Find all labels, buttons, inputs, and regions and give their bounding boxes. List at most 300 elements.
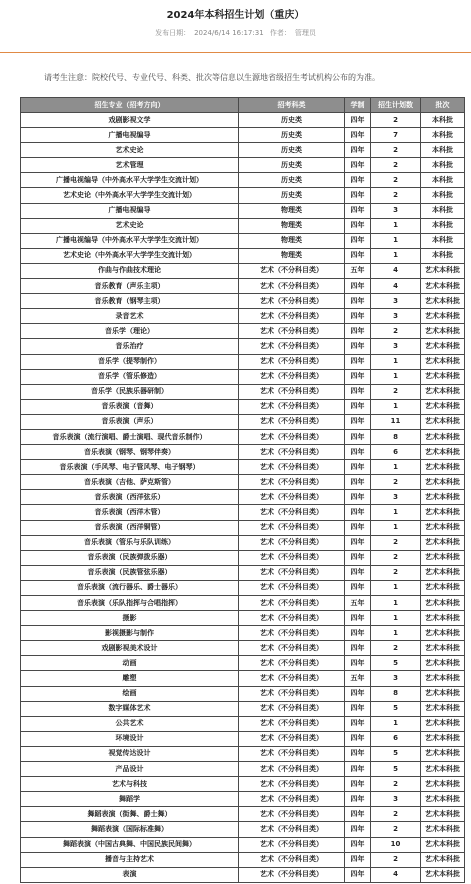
cell-category: 物理类 (239, 233, 345, 248)
table-row (21, 505, 465, 520)
cell-quota: 4 (371, 263, 421, 278)
cell-duration: 四年 (345, 233, 371, 248)
cell-batch: 艺术本科批 (421, 867, 465, 882)
cell-category: 艺术（不分科目类） (239, 399, 345, 414)
cell-major: 音乐表演（民族弹拨乐器） (21, 550, 239, 565)
cell-major: 广播电视编导（中外高水平大学学生交流计划） (21, 233, 239, 248)
cell-batch: 艺术本科批 (421, 656, 465, 671)
author-name: 管理员 (294, 29, 316, 37)
cell-quota: 6 (371, 731, 421, 746)
cell-category: 艺术（不分科目类） (239, 535, 345, 550)
cell-quota: 8 (371, 429, 421, 444)
table-row (21, 822, 465, 837)
cell-category: 艺术（不分科目类） (239, 414, 345, 429)
cell-category: 历史类 (239, 113, 345, 128)
cell-duration: 五年 (345, 596, 371, 611)
cell-major: 艺术史论 (21, 143, 239, 158)
cell-duration: 四年 (345, 475, 371, 490)
table-row (21, 656, 465, 671)
cell-batch: 艺术本科批 (421, 852, 465, 867)
table-row (21, 716, 465, 731)
cell-major: 音乐表演（钢琴、钢琴伴奏） (21, 445, 239, 460)
cell-category: 物理类 (239, 203, 345, 218)
notice-text: 请考生注意：院校代号、专业代号、科类、批次等信息以生源地省级招生考试机构公布的为准。 (44, 73, 380, 82)
cell-quota: 5 (371, 746, 421, 761)
cell-duration: 四年 (345, 309, 371, 324)
cell-duration: 四年 (345, 158, 371, 173)
cell-batch: 本科批 (421, 233, 465, 248)
cell-category: 艺术（不分科目类） (239, 429, 345, 444)
cell-batch: 艺术本科批 (421, 731, 465, 746)
cell-quota: 1 (371, 611, 421, 626)
cell-major: 音乐教育（钢琴主项） (21, 294, 239, 309)
cell-duration: 四年 (345, 490, 371, 505)
cell-major: 音乐表演（手风琴、电子管风琴、电子钢琴） (21, 460, 239, 475)
cell-category: 艺术（不分科目类） (239, 369, 345, 384)
table-row (21, 248, 465, 263)
cell-major: 作曲与作曲技术理论 (21, 263, 239, 278)
cell-category: 艺术（不分科目类） (239, 490, 345, 505)
cell-batch: 艺术本科批 (421, 339, 465, 354)
cell-quota: 5 (371, 701, 421, 716)
cell-category: 艺术（不分科目类） (239, 565, 345, 580)
cell-batch: 艺术本科批 (421, 671, 465, 686)
table-row (21, 339, 465, 354)
cell-duration: 四年 (345, 837, 371, 852)
cell-major: 艺术管理 (21, 158, 239, 173)
cell-duration: 四年 (345, 777, 371, 792)
cell-duration: 四年 (345, 414, 371, 429)
cell-duration: 四年 (345, 807, 371, 822)
cell-quota: 2 (371, 822, 421, 837)
cell-duration: 四年 (345, 445, 371, 460)
cell-batch: 艺术本科批 (421, 792, 465, 807)
cell-category: 艺术（不分科目类） (239, 354, 345, 369)
table-row (21, 173, 465, 188)
header-category: 招考科类 (239, 98, 345, 113)
table-row (21, 731, 465, 746)
cell-quota: 2 (371, 475, 421, 490)
cell-duration: 四年 (345, 762, 371, 777)
cell-category: 艺术（不分科目类） (239, 852, 345, 867)
cell-major: 艺术史论 (21, 218, 239, 233)
table-row (21, 626, 465, 641)
cell-category: 艺术（不分科目类） (239, 520, 345, 535)
published-date: 2024/6/14 16:17:31 (194, 29, 264, 37)
cell-quota: 1 (371, 248, 421, 263)
cell-major: 艺术史论（中外高水平大学学生交流计划） (21, 248, 239, 263)
cell-major: 表演 (21, 867, 239, 882)
cell-duration: 四年 (345, 731, 371, 746)
cell-batch: 艺术本科批 (421, 309, 465, 324)
cell-major: 公共艺术 (21, 716, 239, 731)
cell-quota: 3 (371, 792, 421, 807)
cell-duration: 四年 (345, 701, 371, 716)
cell-category: 艺术（不分科目类） (239, 505, 345, 520)
cell-major: 摄影 (21, 611, 239, 626)
table-row (21, 596, 465, 611)
header-batch: 批次 (421, 98, 465, 113)
cell-quota: 2 (371, 384, 421, 399)
cell-quota: 3 (371, 490, 421, 505)
cell-major: 舞蹈表演（国际标准舞） (21, 822, 239, 837)
cell-batch: 艺术本科批 (421, 822, 465, 837)
cell-batch: 本科批 (421, 248, 465, 263)
table-row (21, 762, 465, 777)
cell-quota: 2 (371, 550, 421, 565)
cell-major: 艺术史论（中外高水平大学学生交流计划） (21, 188, 239, 203)
cell-category: 艺术（不分科目类） (239, 762, 345, 777)
cell-batch: 艺术本科批 (421, 324, 465, 339)
table-row (21, 128, 465, 143)
cell-major: 音乐表演（吉他、萨克斯管） (21, 475, 239, 490)
table-row (21, 535, 465, 550)
cell-quota: 2 (371, 807, 421, 822)
cell-major: 舞蹈表演（中国古典舞、中国民族民间舞） (21, 837, 239, 852)
cell-batch: 艺术本科批 (421, 505, 465, 520)
cell-duration: 四年 (345, 611, 371, 626)
cell-major: 录音艺术 (21, 309, 239, 324)
cell-quota: 11 (371, 414, 421, 429)
cell-batch: 艺术本科批 (421, 641, 465, 656)
table-row (21, 445, 465, 460)
cell-quota: 2 (371, 188, 421, 203)
cell-duration: 四年 (345, 369, 371, 384)
cell-quota: 2 (371, 565, 421, 580)
cell-major: 音乐治疗 (21, 339, 239, 354)
cell-quota: 1 (371, 626, 421, 641)
cell-category: 历史类 (239, 188, 345, 203)
cell-major: 音乐表演（管乐与乐队训练） (21, 535, 239, 550)
cell-quota: 2 (371, 324, 421, 339)
cell-category: 历史类 (239, 158, 345, 173)
cell-major: 播音与主持艺术 (21, 852, 239, 867)
cell-duration: 四年 (345, 128, 371, 143)
cell-major: 音乐学（理论） (21, 324, 239, 339)
cell-batch: 艺术本科批 (421, 384, 465, 399)
cell-major: 广播电视编导 (21, 203, 239, 218)
table-row (21, 520, 465, 535)
cell-category: 艺术（不分科目类） (239, 807, 345, 822)
cell-batch: 本科批 (421, 173, 465, 188)
cell-quota: 5 (371, 762, 421, 777)
cell-duration: 四年 (345, 535, 371, 550)
cell-duration: 四年 (345, 248, 371, 263)
table-row (21, 369, 465, 384)
table-row (21, 641, 465, 656)
table-row (21, 701, 465, 716)
table-row (21, 294, 465, 309)
cell-quota: 4 (371, 279, 421, 294)
cell-batch: 艺术本科批 (421, 777, 465, 792)
cell-duration: 四年 (345, 173, 371, 188)
cell-batch: 艺术本科批 (421, 580, 465, 595)
cell-duration: 四年 (345, 188, 371, 203)
cell-quota: 3 (371, 203, 421, 218)
cell-duration: 四年 (345, 716, 371, 731)
cell-category: 艺术（不分科目类） (239, 731, 345, 746)
cell-major: 影视摄影与制作 (21, 626, 239, 641)
cell-batch: 艺术本科批 (421, 746, 465, 761)
cell-category: 艺术（不分科目类） (239, 263, 345, 278)
cell-category: 艺术（不分科目类） (239, 294, 345, 309)
cell-category: 艺术（不分科目类） (239, 641, 345, 656)
cell-duration: 四年 (345, 339, 371, 354)
table-row (21, 218, 465, 233)
cell-category: 艺术（不分科目类） (239, 671, 345, 686)
cell-major: 视觉传达设计 (21, 746, 239, 761)
table-row (21, 233, 465, 248)
table-row (21, 399, 465, 414)
cell-duration: 四年 (345, 218, 371, 233)
cell-duration: 四年 (345, 143, 371, 158)
cell-batch: 艺术本科批 (421, 596, 465, 611)
cell-duration: 四年 (345, 565, 371, 580)
cell-major: 环境设计 (21, 731, 239, 746)
cell-batch: 艺术本科批 (421, 686, 465, 701)
cell-major: 广播电视编导 (21, 128, 239, 143)
cell-batch: 本科批 (421, 203, 465, 218)
cell-quota: 1 (371, 716, 421, 731)
cell-quota: 7 (371, 128, 421, 143)
table-row (21, 490, 465, 505)
cell-major: 音乐表演（西洋铜管） (21, 520, 239, 535)
table-row (21, 263, 465, 278)
cell-duration: 四年 (345, 294, 371, 309)
cell-batch: 艺术本科批 (421, 565, 465, 580)
cell-major: 音乐学（民族乐器研制） (21, 384, 239, 399)
cell-duration: 四年 (345, 822, 371, 837)
cell-duration: 四年 (345, 384, 371, 399)
cell-major: 绘画 (21, 686, 239, 701)
cell-quota: 2 (371, 777, 421, 792)
cell-batch: 本科批 (421, 143, 465, 158)
cell-category: 艺术（不分科目类） (239, 822, 345, 837)
cell-category: 艺术（不分科目类） (239, 279, 345, 294)
header-duration: 学制 (345, 98, 371, 113)
cell-category: 艺术（不分科目类） (239, 339, 345, 354)
cell-category: 艺术（不分科目类） (239, 384, 345, 399)
cell-category: 艺术（不分科目类） (239, 777, 345, 792)
cell-category: 艺术（不分科目类） (239, 475, 345, 490)
cell-category: 艺术（不分科目类） (239, 596, 345, 611)
cell-batch: 本科批 (421, 158, 465, 173)
cell-duration: 四年 (345, 580, 371, 595)
cell-batch: 艺术本科批 (421, 354, 465, 369)
cell-major: 广播电视编导（中外高水平大学学生交流计划） (21, 173, 239, 188)
cell-major: 舞蹈表演（街舞、爵士舞） (21, 807, 239, 822)
cell-batch: 艺术本科批 (421, 535, 465, 550)
cell-quota: 1 (371, 354, 421, 369)
table-row (21, 324, 465, 339)
cell-quota: 1 (371, 369, 421, 384)
cell-quota: 8 (371, 686, 421, 701)
header-divider (0, 52, 471, 53)
cell-category: 艺术（不分科目类） (239, 837, 345, 852)
cell-category: 历史类 (239, 128, 345, 143)
header-major: 招生专业（招考方向） (21, 98, 239, 113)
cell-batch: 艺术本科批 (421, 701, 465, 716)
cell-batch: 艺术本科批 (421, 279, 465, 294)
cell-major: 音乐表演（音舞） (21, 399, 239, 414)
cell-category: 艺术（不分科目类） (239, 656, 345, 671)
cell-quota: 2 (371, 173, 421, 188)
table-row (21, 158, 465, 173)
cell-batch: 艺术本科批 (421, 716, 465, 731)
cell-duration: 四年 (345, 113, 371, 128)
cell-major: 音乐表演（西洋弦乐） (21, 490, 239, 505)
cell-batch: 艺术本科批 (421, 807, 465, 822)
cell-quota: 3 (371, 339, 421, 354)
cell-duration: 四年 (345, 626, 371, 641)
table-body (21, 113, 465, 883)
cell-quota: 1 (371, 580, 421, 595)
cell-quota: 3 (371, 309, 421, 324)
cell-category: 历史类 (239, 143, 345, 158)
cell-quota: 10 (371, 837, 421, 852)
cell-major: 音乐学（管乐修造） (21, 369, 239, 384)
cell-duration: 五年 (345, 263, 371, 278)
cell-batch: 艺术本科批 (421, 520, 465, 535)
cell-category: 艺术（不分科目类） (239, 626, 345, 641)
published-label: 发布日期： (155, 29, 191, 37)
cell-major: 音乐表演（流行器乐、爵士器乐） (21, 580, 239, 595)
cell-batch: 艺术本科批 (421, 414, 465, 429)
table-row (21, 143, 465, 158)
cell-category: 物理类 (239, 248, 345, 263)
cell-category: 艺术（不分科目类） (239, 867, 345, 882)
cell-major: 音乐教育（声乐主项） (21, 279, 239, 294)
cell-duration: 四年 (345, 852, 371, 867)
cell-quota: 1 (371, 460, 421, 475)
cell-quota: 5 (371, 656, 421, 671)
cell-quota: 2 (371, 113, 421, 128)
cell-batch: 艺术本科批 (421, 837, 465, 852)
table-row (21, 837, 465, 852)
cell-duration: 四年 (345, 354, 371, 369)
cell-duration: 四年 (345, 550, 371, 565)
cell-category: 艺术（不分科目类） (239, 701, 345, 716)
table-row (21, 460, 465, 475)
table-row (21, 777, 465, 792)
cell-duration: 四年 (345, 399, 371, 414)
admission-plan-table (20, 97, 465, 883)
table-row (21, 309, 465, 324)
cell-major: 音乐表演（流行演唱、爵士演唱、现代音乐制作） (21, 429, 239, 444)
cell-category: 艺术（不分科目类） (239, 686, 345, 701)
cell-duration: 四年 (345, 686, 371, 701)
table-row (21, 611, 465, 626)
cell-duration: 五年 (345, 671, 371, 686)
cell-batch: 本科批 (421, 218, 465, 233)
cell-batch: 艺术本科批 (421, 762, 465, 777)
cell-quota: 2 (371, 641, 421, 656)
table-row (21, 792, 465, 807)
cell-major: 产品设计 (21, 762, 239, 777)
cell-major: 戏剧影视美术设计 (21, 641, 239, 656)
table-row (21, 113, 465, 128)
cell-quota: 1 (371, 233, 421, 248)
cell-batch: 艺术本科批 (421, 460, 465, 475)
table-row (21, 580, 465, 595)
author-label: 作者： (269, 29, 291, 37)
page-title: 2024年本科招生计划（重庆） (166, 10, 305, 21)
table-row (21, 852, 465, 867)
cell-major: 音乐表演（声乐） (21, 414, 239, 429)
cell-batch: 艺术本科批 (421, 429, 465, 444)
cell-batch: 艺术本科批 (421, 475, 465, 490)
cell-duration: 四年 (345, 505, 371, 520)
table-row (21, 867, 465, 882)
cell-duration: 四年 (345, 460, 371, 475)
table-row (21, 414, 465, 429)
cell-major: 音乐表演（西洋木管） (21, 505, 239, 520)
header-quota: 招生计划数 (371, 98, 421, 113)
cell-batch: 艺术本科批 (421, 263, 465, 278)
cell-major: 音乐学（提琴制作） (21, 354, 239, 369)
cell-quota: 1 (371, 505, 421, 520)
cell-quota: 2 (371, 535, 421, 550)
cell-category: 历史类 (239, 173, 345, 188)
cell-batch: 艺术本科批 (421, 399, 465, 414)
cell-quota: 2 (371, 158, 421, 173)
cell-major: 雕塑 (21, 671, 239, 686)
cell-duration: 四年 (345, 641, 371, 656)
table-row (21, 807, 465, 822)
table-row (21, 550, 465, 565)
cell-quota: 2 (371, 143, 421, 158)
cell-category: 艺术（不分科目类） (239, 746, 345, 761)
table-row (21, 429, 465, 444)
table-row (21, 384, 465, 399)
cell-batch: 艺术本科批 (421, 626, 465, 641)
cell-batch: 本科批 (421, 128, 465, 143)
cell-quota: 1 (371, 596, 421, 611)
cell-major: 音乐表演（乐队指挥与合唱指挥） (21, 596, 239, 611)
cell-duration: 四年 (345, 203, 371, 218)
cell-batch: 艺术本科批 (421, 611, 465, 626)
cell-quota: 2 (371, 852, 421, 867)
cell-category: 艺术（不分科目类） (239, 716, 345, 731)
cell-duration: 四年 (345, 867, 371, 882)
cell-category: 艺术（不分科目类） (239, 550, 345, 565)
cell-batch: 艺术本科批 (421, 294, 465, 309)
cell-batch: 艺术本科批 (421, 445, 465, 460)
cell-quota: 1 (371, 399, 421, 414)
cell-batch: 艺术本科批 (421, 550, 465, 565)
cell-category: 艺术（不分科目类） (239, 792, 345, 807)
article-meta (0, 28, 471, 38)
cell-category: 艺术（不分科目类） (239, 460, 345, 475)
cell-major: 动画 (21, 656, 239, 671)
cell-category: 艺术（不分科目类） (239, 445, 345, 460)
cell-category: 艺术（不分科目类） (239, 611, 345, 626)
cell-batch: 本科批 (421, 188, 465, 203)
table-row (21, 203, 465, 218)
cell-batch: 本科批 (421, 113, 465, 128)
cell-duration: 四年 (345, 656, 371, 671)
cell-major: 音乐表演（民族管弦乐器） (21, 565, 239, 580)
cell-quota: 3 (371, 671, 421, 686)
table-row (21, 188, 465, 203)
table-row (21, 475, 465, 490)
cell-category: 物理类 (239, 218, 345, 233)
cell-quota: 6 (371, 445, 421, 460)
cell-duration: 四年 (345, 279, 371, 294)
cell-duration: 四年 (345, 324, 371, 339)
table-row (21, 671, 465, 686)
cell-quota: 3 (371, 294, 421, 309)
